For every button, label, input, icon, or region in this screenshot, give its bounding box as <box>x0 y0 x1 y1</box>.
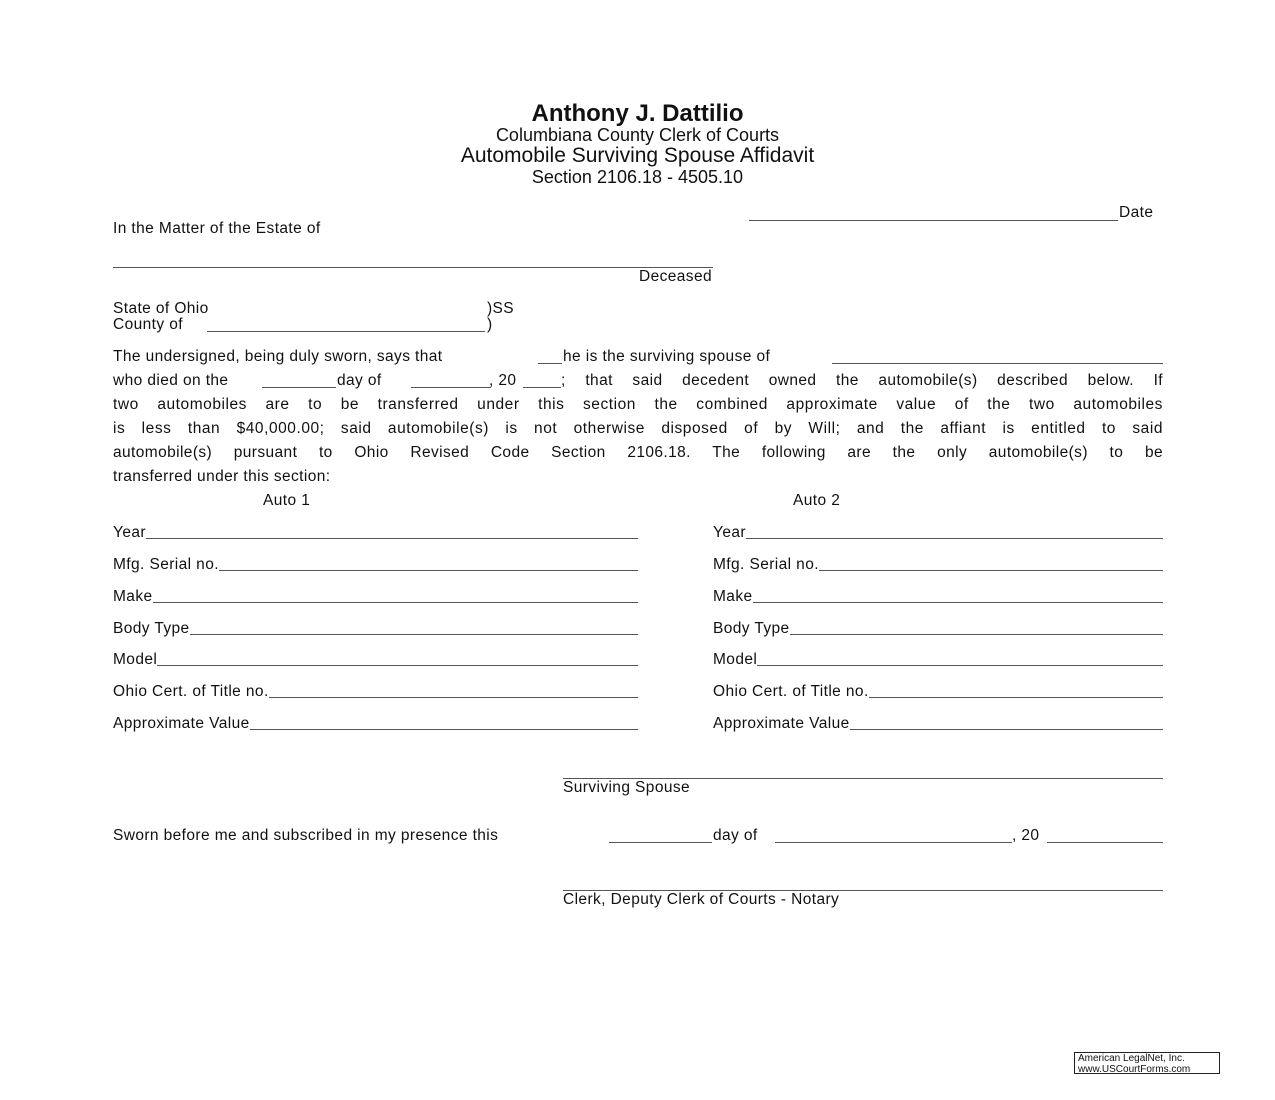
body-line-2a: who died on the <box>113 372 229 389</box>
death-year-field[interactable] <box>523 387 561 388</box>
field-label: Model <box>113 651 158 668</box>
death-day-field[interactable] <box>262 387 336 388</box>
publisher-website: www.USCourtForms.com <box>1078 1064 1191 1075</box>
death-month-field[interactable] <box>411 387 491 388</box>
county-label: County of <box>113 316 183 333</box>
ss-label: )SS <box>487 300 515 317</box>
date-label: Date <box>1119 204 1154 221</box>
field-label: Ohio Cert. of Title no. <box>113 683 269 700</box>
spouse-signature-label: Surviving Spouse <box>563 779 691 796</box>
auto-1-model-field[interactable] <box>113 651 638 669</box>
auto-2-value-field[interactable] <box>713 715 1163 733</box>
body-line-3: two automobiles are to be transferred under this section the combined approximate value of the two automobiles <box>113 396 1163 413</box>
auto-2-model-field[interactable] <box>713 651 1163 669</box>
statute-section: Section 2106.18 - 4505.10 <box>531 167 744 187</box>
notary-signature-label: Clerk, Deputy Clerk of Courts - Notary <box>563 891 840 908</box>
auto-1-heading: Auto 1 <box>263 492 311 509</box>
publisher-stamp <box>1074 1052 1220 1074</box>
body-line-4: is less than $40,000.00; said automobile(s) is not otherwise disposed of by Will; and the affiant is entitled to said <box>113 420 1163 437</box>
state-label: State of Ohio <box>113 300 209 317</box>
date-field[interactable] <box>749 220 1118 221</box>
deceased-label: Deceased <box>639 268 712 285</box>
auto-1-year-field[interactable] <box>113 524 638 542</box>
auto-2-year-field[interactable] <box>713 524 1163 542</box>
auto-2-make-field[interactable] <box>713 588 1163 606</box>
body-line-2c: , 20 <box>489 372 517 389</box>
auto-1-serial-field[interactable] <box>113 556 638 574</box>
body-line-1b: he is the surviving spouse of <box>563 348 771 365</box>
body-line-2b: day of <box>337 372 382 389</box>
county-close-paren: ) <box>487 316 493 333</box>
auto-2-serial-field[interactable] <box>713 556 1163 574</box>
body-line-2d: ; that said decedent owned the automobile(s) described below. If <box>561 372 1163 389</box>
field-label: Make <box>713 588 753 605</box>
sworn-text-a: Sworn before me and subscribed in my presence this <box>113 827 499 844</box>
sworn-month-field[interactable] <box>775 842 1012 843</box>
field-label: Approximate Value <box>713 715 850 732</box>
auto-2-title-no-field[interactable] <box>713 683 1163 701</box>
auto-1-value-field[interactable] <box>113 715 638 733</box>
publisher-name: American LegalNet, Inc. <box>1078 1053 1185 1064</box>
sworn-text-c: , 20 <box>1012 827 1040 844</box>
county-field[interactable] <box>207 331 485 332</box>
field-label: Mfg. Serial no. <box>113 556 219 573</box>
auto-1-body-type-field[interactable] <box>113 620 638 638</box>
field-label: Body Type <box>713 620 790 637</box>
sworn-day-field[interactable] <box>609 842 712 843</box>
document-title: Anthony J. Dattilio <box>531 100 744 127</box>
body-line-6: transferred under this section: <box>113 468 331 485</box>
field-label: Year <box>113 524 146 541</box>
field-label: Make <box>113 588 153 605</box>
body-line-1a: The undersigned, being duly sworn, says that <box>113 348 443 365</box>
field-label: Mfg. Serial no. <box>713 556 819 573</box>
sworn-year-field[interactable] <box>1047 842 1163 843</box>
estate-label: In the Matter of the Estate of <box>113 220 321 237</box>
auto-1-title-no-field[interactable] <box>113 683 638 701</box>
auto-2-body-type-field[interactable] <box>713 620 1163 638</box>
field-label: Approximate Value <box>113 715 250 732</box>
pronoun-field[interactable] <box>538 363 562 364</box>
sworn-text-b: day of <box>713 827 758 844</box>
auto-2-heading: Auto 2 <box>793 492 841 509</box>
field-label: Ohio Cert. of Title no. <box>713 683 869 700</box>
form-title: Automobile Surviving Spouse Affidavit <box>460 144 815 167</box>
field-label: Body Type <box>113 620 190 637</box>
body-line-5: automobile(s) pursuant to Ohio Revised Code Section 2106.18. The following are the only automobile(s) to be <box>113 444 1163 461</box>
office-name: Columbiana County Clerk of Courts <box>495 125 780 145</box>
auto-1-make-field[interactable] <box>113 588 638 606</box>
decedent-spouse-field[interactable] <box>832 363 1163 364</box>
field-label: Year <box>713 524 746 541</box>
field-label: Model <box>713 651 758 668</box>
decedent-name-field[interactable] <box>113 267 713 268</box>
